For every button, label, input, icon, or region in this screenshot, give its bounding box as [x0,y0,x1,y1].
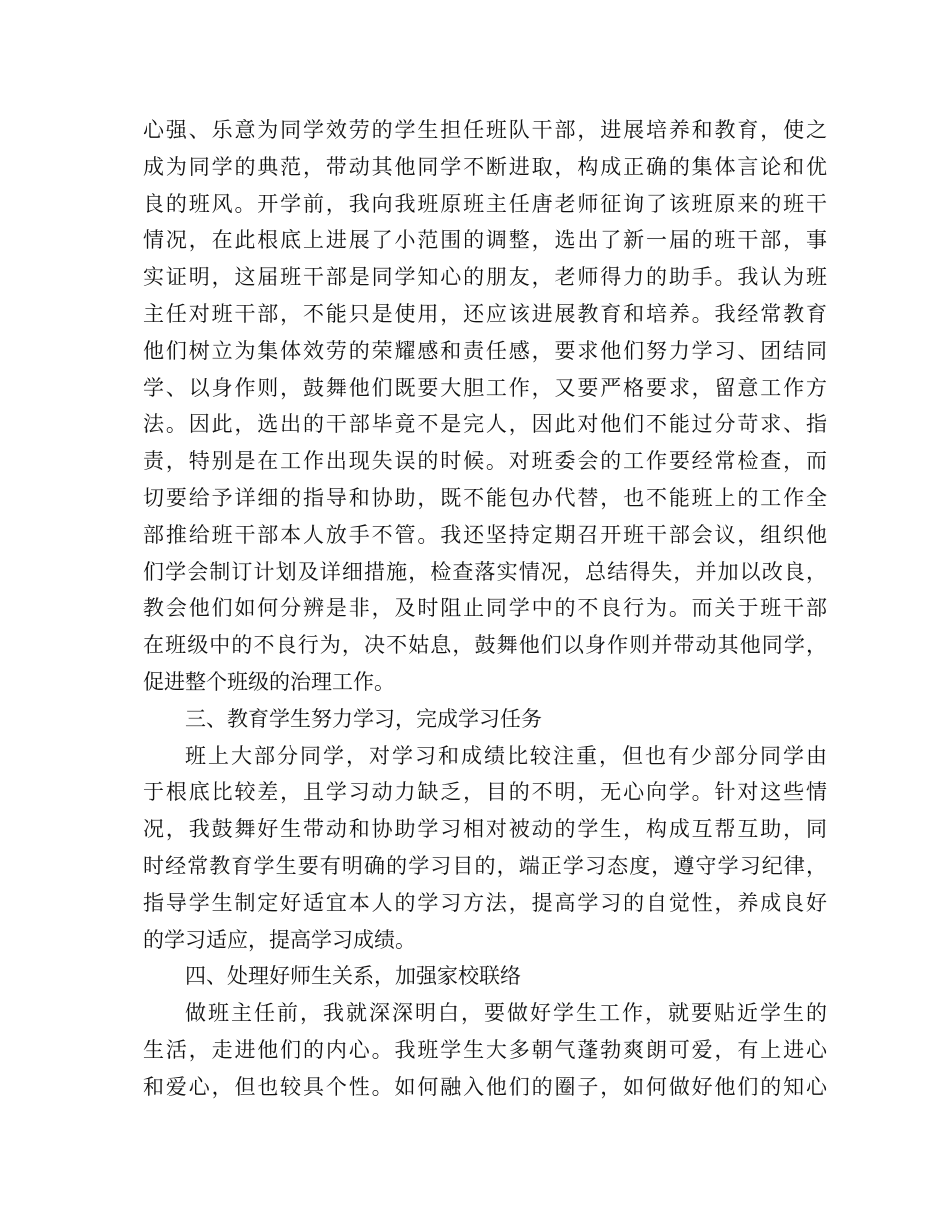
text-line: 的学习适应，提高学习成绩。 [143,927,416,952]
text-line: 教会他们如何分辨是非，及时阻止同学中的不良行为。而关于班干部 [143,596,827,621]
text-line: 们学会制订计划及详细措施，检查落实情况，总结得失，并加以改良， [143,559,827,584]
section-heading: 四、处理好师生关系，加强家校联络 [185,964,521,989]
text-line: 实证明，这届班干部是同学知心的朋友，老师得力的助手。我认为班 [143,265,827,290]
text-line: 班上大部分同学，对学习和成绩比较注重，但也有少部分同学由 [185,743,827,768]
text-line: 于根底比较差，且学习动力缺乏，目的不明，无心向学。针对这些情 [143,780,827,805]
text-line: 情况，在此根底上进展了小范围的调整，选出了新一届的班干部，事 [143,228,827,253]
text-line: 做班主任前，我就深深明白，要做好学生工作，就要贴近学生的 [185,1001,827,1026]
text-line: 促进整个班级的治理工作。 [143,669,395,694]
document-body [143,112,827,1106]
section-heading: 三、教育学生努力学习，完成学习任务 [185,706,542,731]
text-line: 他们树立为集体效劳的荣耀感和责任感，要求他们努力学习、团结同 [143,338,827,363]
text-line: 和爱心，但也较具个性。如何融入他们的圈子，如何做好他们的知心 [143,1074,827,1099]
text-line: 切要给予详细的指导和协助，既不能包办代替，也不能班上的工作全 [143,485,827,510]
text-line: 生活，走进他们的内心。我班学生大多朝气蓬勃爽朗可爱，有上进心 [143,1037,827,1062]
text-line: 成为同学的典范，带动其他同学不断进取，构成正确的集体言论和优 [143,154,827,179]
text-line: 部推给班干部本人放手不管。我还坚持定期召开班干部会议，组织他 [143,522,827,547]
text-line: 在班级中的不良行为，决不姑息，鼓舞他们以身作则并带动其他同学， [143,633,827,658]
text-line: 时经常教育学生要有明确的学习目的，端正学习态度，遵守学习纪律， [143,853,827,878]
text-line: 主任对班干部，不能只是使用，还应该进展教育和培养。我经常教育 [143,301,827,326]
text-line: 学、以身作则，鼓舞他们既要大胆工作，又要严格要求，留意工作方 [143,375,827,400]
text-line: 良的班风。开学前，我向我班原班主任唐老师征询了该班原来的班干 [143,191,827,216]
text-line: 指导学生制定好适宜本人的学习方法，提高学习的自觉性，养成良好 [143,890,827,915]
text-line: 责，特别是在工作出现失误的时候。对班委会的工作要经常检查，而 [143,449,827,474]
text-line: 况，我鼓舞好生带动和协助学习相对被动的学生，构成互帮互助，同 [143,817,827,842]
text-line: 法。因此，选出的干部毕竟不是完人，因此对他们不能过分苛求、指 [143,412,827,437]
text-line: 心强、乐意为同学效劳的学生担任班队干部，进展培养和教育，使之 [143,118,827,142]
